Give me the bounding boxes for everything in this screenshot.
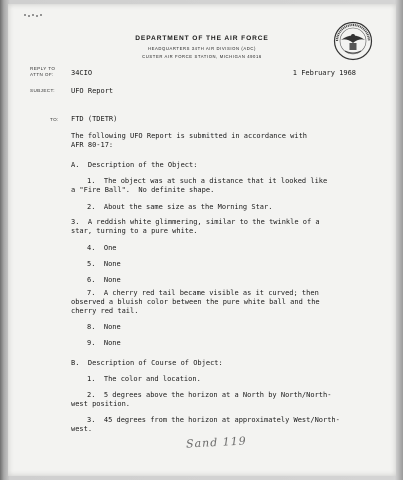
a-item-line: observed a bluish color between the pure white ball and the (71, 298, 320, 306)
letterhead-unit: HEADQUARTERS 34TH AIR DIVISION (ADC) (147, 46, 257, 51)
b-item-line: west. (71, 425, 93, 433)
subject-value: UFO Report (71, 87, 114, 95)
punch-dots (24, 14, 44, 26)
letterhead-title: DEPARTMENT OF THE AIR FORCE (135, 35, 269, 42)
letter-date: 1 February 1968 (292, 69, 356, 77)
to-label: TO: (50, 117, 59, 122)
handwritten-archive-mark: Sand 119 (185, 434, 248, 451)
a-item-line: 3. A reddish white glimmering, similar to the twinkle of a (71, 218, 320, 226)
a-item-line: a "Fire Ball". No definite shape. (71, 186, 215, 194)
b-item-line: west position. (71, 400, 131, 408)
a-item-line: 7. A cherry red tail became visible as it curved; then (87, 289, 319, 297)
a-item-line: cherry red tail. (71, 307, 139, 315)
to-value: FTD (TDETR) (71, 115, 118, 123)
document-page (8, 4, 396, 476)
section-b-heading: B. Description of Course of Object: (71, 359, 223, 367)
b-item-line: 2. 5 degrees above the horizon at a North by North/North- (87, 391, 332, 399)
a-item-line: 5. None (87, 260, 121, 268)
a-item-line: 1. The object was at such a distance that it looked like (87, 177, 328, 185)
subject-label: SUBJECT: (30, 88, 55, 93)
letterhead-address: CUSTER AIR FORCE STATION, MICHIGAN 49016 (142, 54, 262, 59)
a-item-line: 9. None (87, 339, 121, 347)
a-item-line: 2. About the same size as the Morning Star. (87, 203, 273, 211)
a-item-line: 8. None (87, 323, 121, 331)
air-force-seal-icon (333, 21, 373, 61)
intro-line: The following UFO Report is submitted in accordance with (71, 132, 308, 140)
a-item-line: 6. None (87, 276, 121, 284)
b-item-line: 1. The color and location. (87, 375, 201, 383)
section-a-heading: A. Description of the Object: (71, 161, 198, 169)
a-item-line: 4. One (87, 244, 117, 252)
a-item-line: star, turning to a pure white. (71, 227, 198, 235)
b-item-line: 3. 45 degrees from the horizon at approximately West/North- (87, 416, 340, 424)
reply-to-value: 34CIO (71, 69, 93, 77)
intro-line: AFR 80-17: (71, 141, 114, 149)
reply-to-label: REPLY TO ATTN OF: (30, 66, 56, 77)
